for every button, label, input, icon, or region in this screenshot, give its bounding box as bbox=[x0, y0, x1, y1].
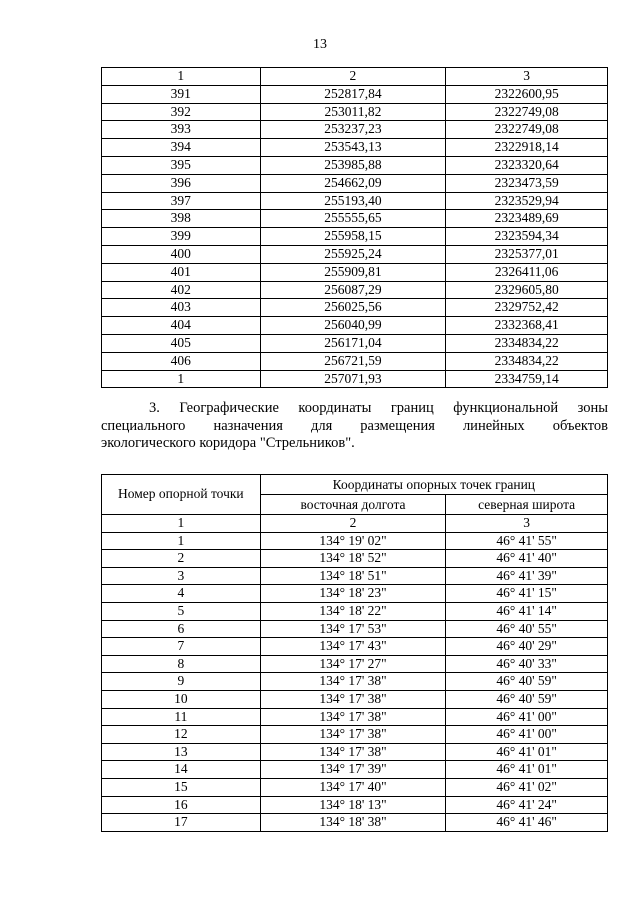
table-cell: 46° 41' 14" bbox=[446, 602, 608, 620]
table-cell: 253237,23 bbox=[260, 121, 446, 139]
column-number-1: 1 bbox=[102, 515, 261, 533]
table-row bbox=[102, 778, 608, 796]
table-cell: 401 bbox=[102, 263, 261, 281]
table-cell: 46° 40' 55" bbox=[446, 620, 608, 638]
table-cell: 255958,15 bbox=[260, 228, 446, 246]
column-number-3: 3 bbox=[446, 68, 608, 86]
table-cell: 256025,56 bbox=[260, 299, 446, 317]
table-cell: 134° 18' 13" bbox=[260, 796, 446, 814]
table-cell: 2323489,69 bbox=[446, 210, 608, 228]
table-cell: 2323529,94 bbox=[446, 192, 608, 210]
table-header-row bbox=[102, 68, 608, 86]
page-number: 13 bbox=[313, 37, 327, 52]
table-cell: 405 bbox=[102, 334, 261, 352]
table-row bbox=[102, 263, 608, 281]
table-cell: 2322749,08 bbox=[446, 121, 608, 139]
table-cell: 1 bbox=[102, 532, 261, 550]
table-cell: 46° 41' 24" bbox=[446, 796, 608, 814]
section-heading-line-1: 3. Географические координаты границ функциональной зоны bbox=[149, 400, 608, 416]
table-row bbox=[102, 121, 608, 139]
table-cell: 2332368,41 bbox=[446, 317, 608, 335]
table-row bbox=[102, 334, 608, 352]
table-cell: 2 bbox=[102, 550, 261, 568]
table-cell: 46° 41' 40" bbox=[446, 550, 608, 568]
table-cell: 395 bbox=[102, 156, 261, 174]
table-row bbox=[102, 690, 608, 708]
table-cell: 392 bbox=[102, 103, 261, 121]
table-row bbox=[102, 814, 608, 832]
table-cell: 134° 18' 23" bbox=[260, 585, 446, 603]
table-cell: 253543,13 bbox=[260, 139, 446, 157]
table-cell: 394 bbox=[102, 139, 261, 157]
table-cell: 9 bbox=[102, 673, 261, 691]
table-cell: 134° 17' 27" bbox=[260, 655, 446, 673]
table-cell: 2334834,22 bbox=[446, 352, 608, 370]
table-cell: 46° 41' 01" bbox=[446, 761, 608, 779]
table-cell: 134° 17' 40" bbox=[260, 778, 446, 796]
table-cell: 134° 17' 38" bbox=[260, 673, 446, 691]
table-row bbox=[102, 655, 608, 673]
table-row bbox=[102, 317, 608, 335]
table-cell: 46° 40' 59" bbox=[446, 673, 608, 691]
table-row bbox=[102, 708, 608, 726]
table-cell: 402 bbox=[102, 281, 261, 299]
table-row bbox=[102, 192, 608, 210]
table-cell: 252817,84 bbox=[260, 85, 446, 103]
table-cell: 46° 41' 00" bbox=[446, 708, 608, 726]
table-cell: 46° 41' 46" bbox=[446, 814, 608, 832]
geographic-coordinates-table bbox=[101, 474, 608, 832]
table-cell: 254662,09 bbox=[260, 174, 446, 192]
table-cell: 397 bbox=[102, 192, 261, 210]
table-row bbox=[102, 299, 608, 317]
table-cell: 2323594,34 bbox=[446, 228, 608, 246]
table-cell: 134° 18' 52" bbox=[260, 550, 446, 568]
table-cell: 2323473,59 bbox=[446, 174, 608, 192]
table-row bbox=[102, 726, 608, 744]
table-cell: 2323320,64 bbox=[446, 156, 608, 174]
table-cell: 134° 18' 22" bbox=[260, 602, 446, 620]
table-cell: 2322600,95 bbox=[446, 85, 608, 103]
table-cell: 11 bbox=[102, 708, 261, 726]
table-cell: 134° 18' 51" bbox=[260, 567, 446, 585]
table-cell: 2322918,14 bbox=[446, 139, 608, 157]
table-cell: 255193,40 bbox=[260, 192, 446, 210]
section-heading-line-3: экологического коридора "Стрельников". bbox=[101, 435, 355, 452]
table-cell: 2334834,22 bbox=[446, 334, 608, 352]
table-cell: 4 bbox=[102, 585, 261, 603]
planar-coordinates-table bbox=[101, 67, 608, 388]
table-row bbox=[102, 673, 608, 691]
table-row bbox=[102, 103, 608, 121]
column-number-2: 2 bbox=[260, 515, 446, 533]
table-cell: 2326411,06 bbox=[446, 263, 608, 281]
table-row bbox=[102, 85, 608, 103]
table-cell: 16 bbox=[102, 796, 261, 814]
point-number-header: Номер опорной точки bbox=[102, 475, 261, 515]
table-row bbox=[102, 567, 608, 585]
table-cell: 46° 41' 02" bbox=[446, 778, 608, 796]
table-cell: 255555,65 bbox=[260, 210, 446, 228]
table-cell: 14 bbox=[102, 761, 261, 779]
table-cell: 253011,82 bbox=[260, 103, 446, 121]
table-cell: 255909,81 bbox=[260, 263, 446, 281]
table-row bbox=[102, 638, 608, 656]
table-row bbox=[102, 743, 608, 761]
table-row bbox=[102, 620, 608, 638]
table-cell: 6 bbox=[102, 620, 261, 638]
table-row bbox=[102, 352, 608, 370]
table-row bbox=[102, 139, 608, 157]
latitude-header: северная широта bbox=[446, 495, 608, 515]
table-cell: 134° 17' 43" bbox=[260, 638, 446, 656]
table-cell: 400 bbox=[102, 245, 261, 263]
table-cell: 253985,88 bbox=[260, 156, 446, 174]
table-cell: 134° 17' 39" bbox=[260, 761, 446, 779]
table-cell: 7 bbox=[102, 638, 261, 656]
longitude-header: восточная долгота bbox=[260, 495, 446, 515]
table-cell: 46° 41' 00" bbox=[446, 726, 608, 744]
table-row bbox=[102, 156, 608, 174]
table-cell: 404 bbox=[102, 317, 261, 335]
column-number-2: 2 bbox=[260, 68, 446, 86]
table-cell: 134° 17' 38" bbox=[260, 690, 446, 708]
table-row bbox=[102, 585, 608, 603]
table-cell: 46° 41' 55" bbox=[446, 532, 608, 550]
table-cell: 12 bbox=[102, 726, 261, 744]
table-cell: 391 bbox=[102, 85, 261, 103]
table-row bbox=[102, 370, 608, 388]
table-cell: 134° 17' 53" bbox=[260, 620, 446, 638]
table-cell: 134° 17' 38" bbox=[260, 726, 446, 744]
table-cell: 10 bbox=[102, 690, 261, 708]
table-cell: 134° 19' 02" bbox=[260, 532, 446, 550]
table-cell: 2322749,08 bbox=[446, 103, 608, 121]
table-cell: 398 bbox=[102, 210, 261, 228]
table-cell: 46° 41' 39" bbox=[446, 567, 608, 585]
table-row bbox=[102, 602, 608, 620]
table-cell: 256087,29 bbox=[260, 281, 446, 299]
table-cell: 2329605,80 bbox=[446, 281, 608, 299]
table-cell: 17 bbox=[102, 814, 261, 832]
table-row bbox=[102, 245, 608, 263]
table-cell: 2325377,01 bbox=[446, 245, 608, 263]
column-number-3: 3 bbox=[446, 515, 608, 533]
table-cell: 134° 17' 38" bbox=[260, 708, 446, 726]
column-number-1: 1 bbox=[102, 68, 261, 86]
table-row bbox=[102, 210, 608, 228]
table-cell: 46° 40' 29" bbox=[446, 638, 608, 656]
table-cell: 46° 40' 33" bbox=[446, 655, 608, 673]
table-cell: 403 bbox=[102, 299, 261, 317]
table-cell: 257071,93 bbox=[260, 370, 446, 388]
table-cell: 396 bbox=[102, 174, 261, 192]
table-cell: 3 bbox=[102, 567, 261, 585]
table-cell: 393 bbox=[102, 121, 261, 139]
table-cell: 46° 41' 15" bbox=[446, 585, 608, 603]
table-cell: 134° 17' 38" bbox=[260, 743, 446, 761]
table-cell: 46° 41' 01" bbox=[446, 743, 608, 761]
table-row bbox=[102, 174, 608, 192]
table-cell: 15 bbox=[102, 778, 261, 796]
table-row bbox=[102, 228, 608, 246]
table-cell: 46° 40' 59" bbox=[446, 690, 608, 708]
table-cell: 134° 18' 38" bbox=[260, 814, 446, 832]
table-cell: 256040,99 bbox=[260, 317, 446, 335]
table-cell: 2334759,14 bbox=[446, 370, 608, 388]
section-heading bbox=[101, 400, 608, 453]
table-cell: 255925,24 bbox=[260, 245, 446, 263]
table-row bbox=[102, 550, 608, 568]
table-cell: 8 bbox=[102, 655, 261, 673]
table-cell: 256171,04 bbox=[260, 334, 446, 352]
table-cell: 2329752,42 bbox=[446, 299, 608, 317]
table-row bbox=[102, 796, 608, 814]
table-cell: 1 bbox=[102, 370, 261, 388]
table-row bbox=[102, 761, 608, 779]
coordinates-group-header: Координаты опорных точек границ bbox=[260, 475, 607, 495]
table-header-row bbox=[102, 475, 608, 495]
table-numbering-row bbox=[102, 515, 608, 533]
table-cell: 406 bbox=[102, 352, 261, 370]
table-cell: 256721,59 bbox=[260, 352, 446, 370]
table-row bbox=[102, 532, 608, 550]
table-row bbox=[102, 281, 608, 299]
table-cell: 399 bbox=[102, 228, 261, 246]
table-cell: 5 bbox=[102, 602, 261, 620]
section-heading-line-2: специального назначения для размещения линейных объектов bbox=[101, 417, 608, 434]
table-cell: 13 bbox=[102, 743, 261, 761]
